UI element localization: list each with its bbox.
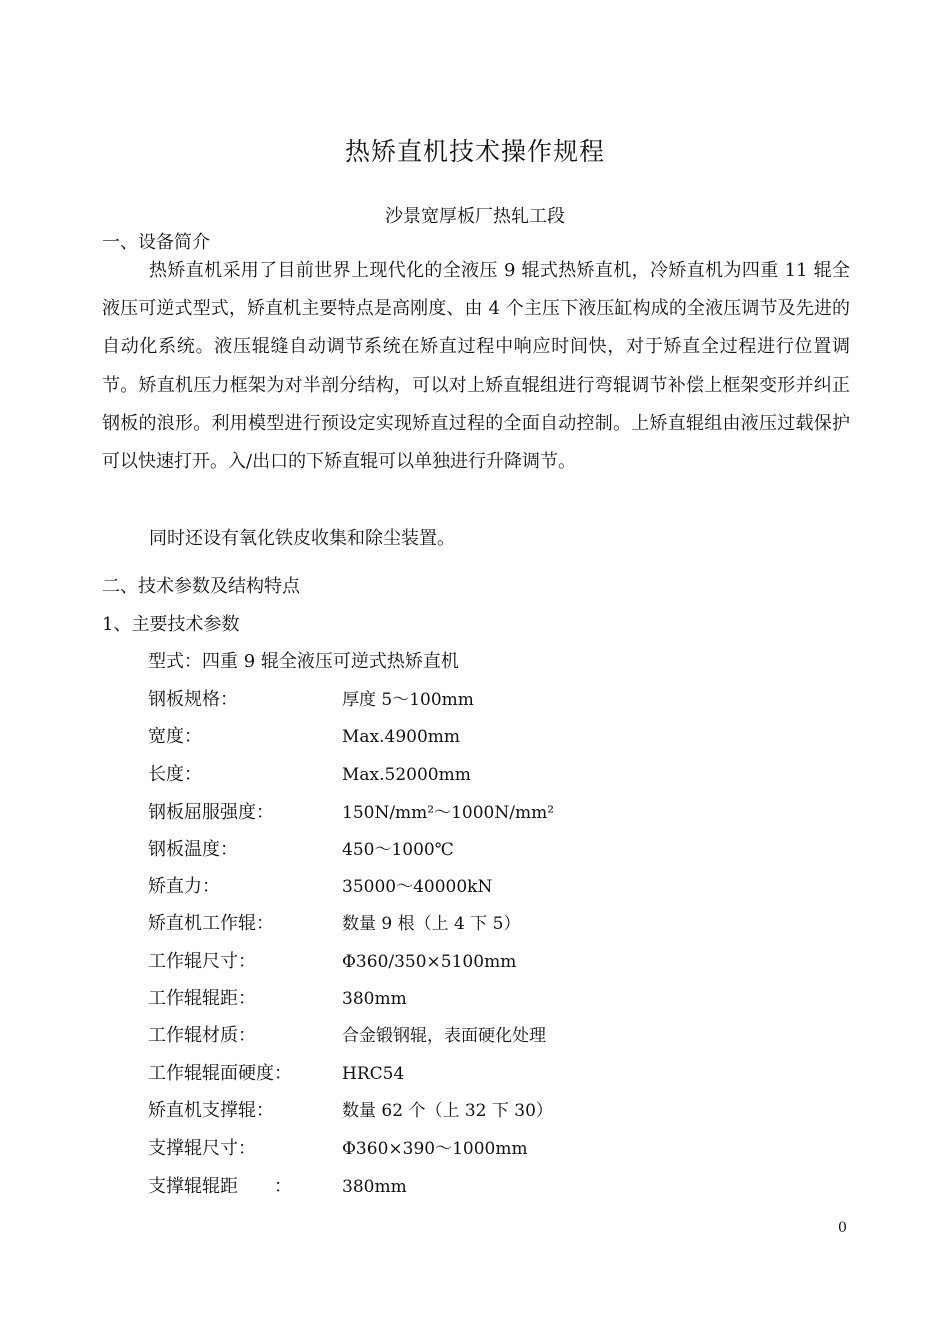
param-value: 380mm <box>342 1177 407 1197</box>
param-label: 钢板温度： <box>148 839 238 860</box>
document-subtitle: 沙景宽厚板厂热轧工段 <box>385 206 565 227</box>
subsection-heading-main-parameters: 1、主要技术参数 <box>102 614 240 635</box>
param-type-line <box>148 648 848 676</box>
param-row <box>148 948 848 976</box>
param-row <box>148 836 848 864</box>
param-value: 380mm <box>342 989 407 1009</box>
section-paragraph-equipment-description: 热矫直机采用了目前世界上现代化的全液压 9 辊式热矫直机，冷矫直机为四重 11 辊全液压可逆式型式，矫直机主要特点是高刚度、由 4 个主压下液压缸构成的全液压调节及先进的自动化系统。液压辊缝自动调节系统在矫直过程中响应时间快，对于矫直全过程进行位置调节。矫直机压力框架为对半剖分结构，可以对上矫直辊组进行弯辊调节补偿上框架变形并纠正钢板的浪形。利用模型进行预设定实现矫直过程的全面自动控制。上矫直辊组由液压过载保护可以快速打开。入/出口的下矫直辊可以单独进行升降调节。 <box>102 260 850 473</box>
section-paragraph-scale-collection: 同时还设有氧化铁皮收集和除尘装置。 <box>149 528 455 549</box>
param-value: Max.4900mm <box>342 727 461 747</box>
param-row <box>148 1135 848 1163</box>
param-value: Φ360×390～1000mm <box>342 1139 528 1159</box>
param-value: 150N/mm²～1000N/mm² <box>342 803 555 823</box>
param-value: Φ360/350×5100mm <box>342 952 517 972</box>
param-label: 工作辊辊距： <box>148 988 256 1009</box>
param-row <box>148 723 848 751</box>
param-label: 钢板屈服强度： <box>148 802 274 823</box>
param-value: 数量 9 根（上 4 下 5） <box>342 914 521 934</box>
param-value: 450～1000℃ <box>342 840 454 860</box>
param-row <box>148 910 848 938</box>
section-heading-equipment-intro: 一、设备简介 <box>102 232 210 253</box>
param-row <box>148 1173 848 1201</box>
param-label: 工作辊材质： <box>148 1025 256 1046</box>
param-value: 合金锻钢辊，表面硬化处理 <box>342 1026 546 1046</box>
param-label: 工作辊辊面硬度： <box>148 1063 292 1084</box>
param-label: 宽度： <box>148 726 202 747</box>
param-label: 矫直力： <box>148 876 220 897</box>
param-row <box>148 985 848 1013</box>
param-label: 支撑辊尺寸： <box>148 1138 256 1159</box>
param-value: 数量 62 个（上 32 下 30） <box>342 1101 553 1121</box>
param-row <box>148 873 848 901</box>
param-row <box>148 761 848 789</box>
param-row <box>148 686 848 714</box>
param-label: 钢板规格： <box>148 689 238 710</box>
page-number: 0 <box>838 1220 847 1236</box>
param-row <box>148 1097 848 1125</box>
param-type-text: 型式：四重 9 辊全液压可逆式热矫直机 <box>148 651 459 672</box>
param-value: HRC54 <box>342 1064 405 1084</box>
param-label: 矫直机支撑辊： <box>148 1100 274 1121</box>
param-row <box>148 799 848 827</box>
param-label: 长度： <box>148 764 202 785</box>
param-value: 厚度 5～100mm <box>342 690 474 710</box>
param-row <box>148 1060 848 1088</box>
section-heading-technical-parameters: 二、技术参数及结构特点 <box>102 576 300 597</box>
param-value: 35000～40000kN <box>342 877 493 897</box>
param-value: Max.52000mm <box>342 765 471 785</box>
param-label: 工作辊尺寸： <box>148 951 256 972</box>
param-label: 矫直机工作辊： <box>148 913 274 934</box>
param-label: 支撑辊辊距 ： <box>148 1176 292 1197</box>
document-title: 热矫直机技术操作规程 <box>344 137 605 166</box>
param-row <box>148 1022 848 1050</box>
